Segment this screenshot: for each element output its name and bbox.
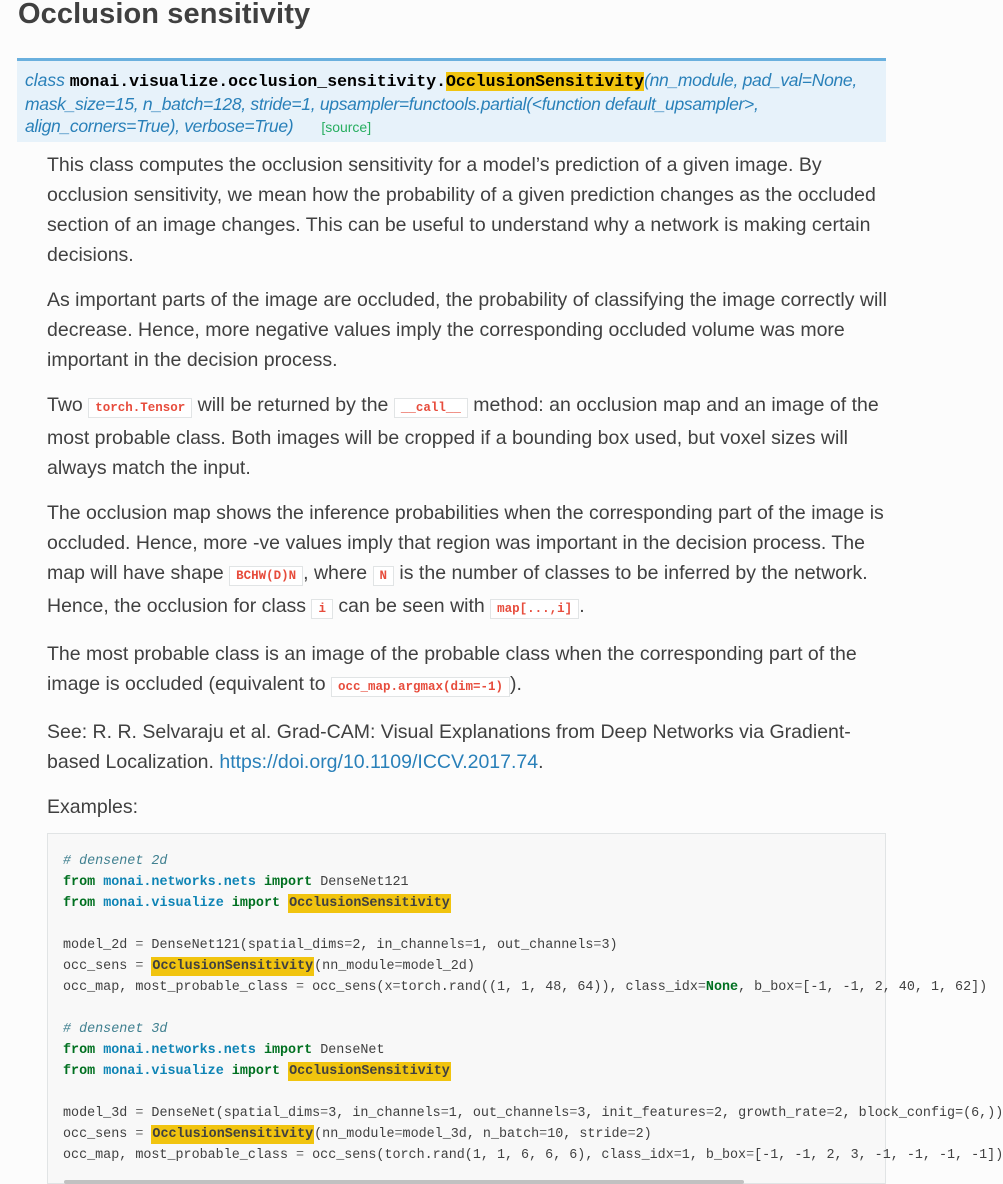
code-module: monai.visualize [103, 896, 224, 911]
code-keyword: from [63, 1064, 96, 1079]
code-keyword: from [63, 875, 96, 890]
code-text: 10, stride [547, 1127, 628, 1142]
code-text: 2, block_config=(6,)) [834, 1106, 1003, 1121]
inline-code-n: N [373, 566, 395, 586]
code-text: model_3d, n_batch [402, 1127, 540, 1142]
code-operator: = [135, 938, 144, 953]
text: The most probable class is an image of the probable class when the corresponding part of the image is occluded (equivalent to [47, 643, 857, 695]
class-name: OcclusionSensitivity [446, 72, 645, 91]
class-signature [17, 58, 886, 142]
text: , where [303, 562, 373, 584]
code-text: occ_sens(x [304, 980, 393, 995]
code-name: DenseNet121 [320, 875, 409, 890]
code-operator: = [539, 1127, 548, 1142]
code-comment: # densenet 3d [63, 1022, 168, 1037]
code-text: (nn_module [314, 1127, 395, 1142]
code-operator: = [344, 938, 353, 953]
source-link[interactable]: [source] [321, 119, 372, 135]
text: ). [510, 673, 522, 695]
code-highlight: OcclusionSensitivity [152, 1127, 314, 1142]
text: Two [47, 394, 89, 416]
class-description [47, 150, 887, 837]
code-operator: = [320, 1106, 329, 1121]
paragraph-reference [47, 717, 887, 777]
text: The occlusion map shows the inference probabilities when the corresponding part of the image is occluded. Hence, more -ve values imply that region was important in the decision process. The map will have shape [47, 502, 884, 584]
code-name: DenseNet [320, 1043, 385, 1058]
code-keyword: from [63, 896, 96, 911]
code-text: DenseNet121(spatial_dims [143, 938, 345, 953]
code-operator: = [826, 1106, 835, 1121]
code-text: DenseNet(spatial_dims [143, 1106, 321, 1121]
code-operator: = [296, 980, 305, 995]
code-text: , b_box [738, 980, 795, 995]
text: can be seen with [332, 595, 491, 617]
code-keyword: import [263, 1043, 313, 1058]
paragraph-importance: As important parts of the image are occluded, the probability of classifying the image correctly will decrease. Hence, more negative values imply the corresponding occluded volume was more important in the decision process. [47, 289, 887, 371]
code-operator: = [135, 1106, 144, 1121]
code-text: model_2d) [402, 959, 475, 974]
text: See: R. R. Selvaraju et al. Grad-CAM: Visual Explanations from Deep Networks via Gradient-based Localization. [47, 721, 851, 773]
code-text: 1, out_channels [472, 938, 594, 953]
code-module: monai.networks.nets [103, 875, 256, 890]
code-text: model_3d [63, 1106, 136, 1121]
code-operator: = [697, 980, 706, 995]
code-text: 1, b_box [681, 1148, 747, 1163]
code-keyword: import [231, 896, 281, 911]
inline-code-argmax: occ_map.argmax(dim=-1) [331, 677, 510, 697]
code-text: 3, in_channels [328, 1106, 441, 1121]
code-constant: None [705, 980, 739, 995]
code-operator: = [673, 1148, 682, 1163]
code-horizontal-scrollbar[interactable] [64, 1180, 744, 1184]
code-text: occ_map, most_probable_class [63, 1148, 297, 1163]
code-highlight: OcclusionSensitivity [152, 959, 314, 974]
code-text: occ_sens(torch.rand(1, 1, 6, 6, 6), class_idx [304, 1148, 674, 1163]
code-text: 2, in_channels [352, 938, 465, 953]
code-keyword: import [263, 875, 313, 890]
paragraph-intro: This class computes the occlusion sensitivity for a model’s prediction of a given image. By occlusion sensitivity, we mean how the probability of a given prediction changes as the occluded section of an image changes. This can be useful to understand why a network is making certain decisions. [47, 154, 876, 266]
code-operator: = [296, 1148, 305, 1163]
code-text: model_2d [63, 938, 136, 953]
inline-code-i: i [311, 599, 333, 619]
code-text: 3, init_features [577, 1106, 706, 1121]
code-keyword: from [63, 1043, 96, 1058]
text: will be returned by the [192, 394, 394, 416]
code-module: monai.visualize [103, 1064, 224, 1079]
inline-code-shape: BCHW(D)N [229, 566, 303, 586]
code-operator: = [569, 1106, 578, 1121]
code-keyword: import [231, 1064, 281, 1079]
doi-link[interactable]: https://doi.org/10.1109/ICCV.2017.74 [219, 751, 539, 773]
code-operator: = [394, 1127, 403, 1142]
class-keyword: class [25, 70, 65, 90]
code-highlight: OcclusionSensitivity [289, 896, 450, 911]
code-text: (nn_module [314, 959, 395, 974]
code-highlight: OcclusionSensitivity [289, 1064, 450, 1079]
code-operator: = [794, 980, 803, 995]
class-params: (nn_module, pad_val=None, mask_size=15, n_batch=128, stride=1, upsampler=functools.partial(<function default_upsampler>, align_corners=True), verbose=True) [25, 70, 857, 136]
paragraph-probable-class [47, 639, 887, 702]
text: . [538, 751, 544, 773]
paragraph-occlusion-map [47, 498, 887, 624]
code-comment: # densenet 2d [63, 854, 168, 869]
code-operator: = [746, 1148, 755, 1163]
text: is the number of classes to be inferred by the network. Hence, the occlusion for class [47, 562, 868, 617]
code-text: torch.rand((1, 1, 48, 64)), class_idx [400, 980, 698, 995]
module-path: monai.visualize.occlusion_sensitivity. [69, 72, 447, 91]
examples-label: Examples: [47, 796, 139, 818]
code-text: [-1, -1, 2, 40, 1, 62]) [802, 980, 988, 995]
code-text: 1, out_channels [448, 1106, 570, 1121]
code-text: occ_sens [63, 959, 136, 974]
code-text: [-1, -1, 2, 3, -1, -1, -1, -1]) [754, 1148, 1003, 1163]
code-operator: = [135, 959, 144, 974]
code-operator: = [135, 1127, 144, 1142]
page-title: Occlusion sensitivity [18, 0, 311, 30]
inline-code-tensor: torch.Tensor [88, 398, 192, 418]
code-text [48, 834, 1003, 1166]
inline-code-call: __call__ [394, 398, 468, 418]
code-operator: = [593, 938, 602, 953]
code-operator: = [394, 959, 403, 974]
code-module: monai.networks.nets [103, 1043, 256, 1058]
code-operator: = [440, 1106, 449, 1121]
code-operator: = [392, 980, 401, 995]
code-example-block[interactable] [47, 833, 1003, 1184]
code-text: occ_map, most_probable_class [63, 980, 297, 995]
text: . [579, 595, 585, 617]
code-text: 3) [601, 938, 618, 953]
code-operator: = [464, 938, 473, 953]
paragraph-returns [47, 390, 887, 483]
code-text: 2, growth_rate [713, 1106, 827, 1121]
code-operator: = [705, 1106, 714, 1121]
code-text: occ_sens [63, 1127, 136, 1142]
code-operator: = [627, 1127, 636, 1142]
inline-code-map: map[...,i] [490, 599, 579, 619]
code-text: 2) [635, 1127, 652, 1142]
text: method: an occlusion map and an image of the most probable class. Both images will be cropped if a bounding box used, but voxel sizes will always match the input. [47, 394, 879, 479]
